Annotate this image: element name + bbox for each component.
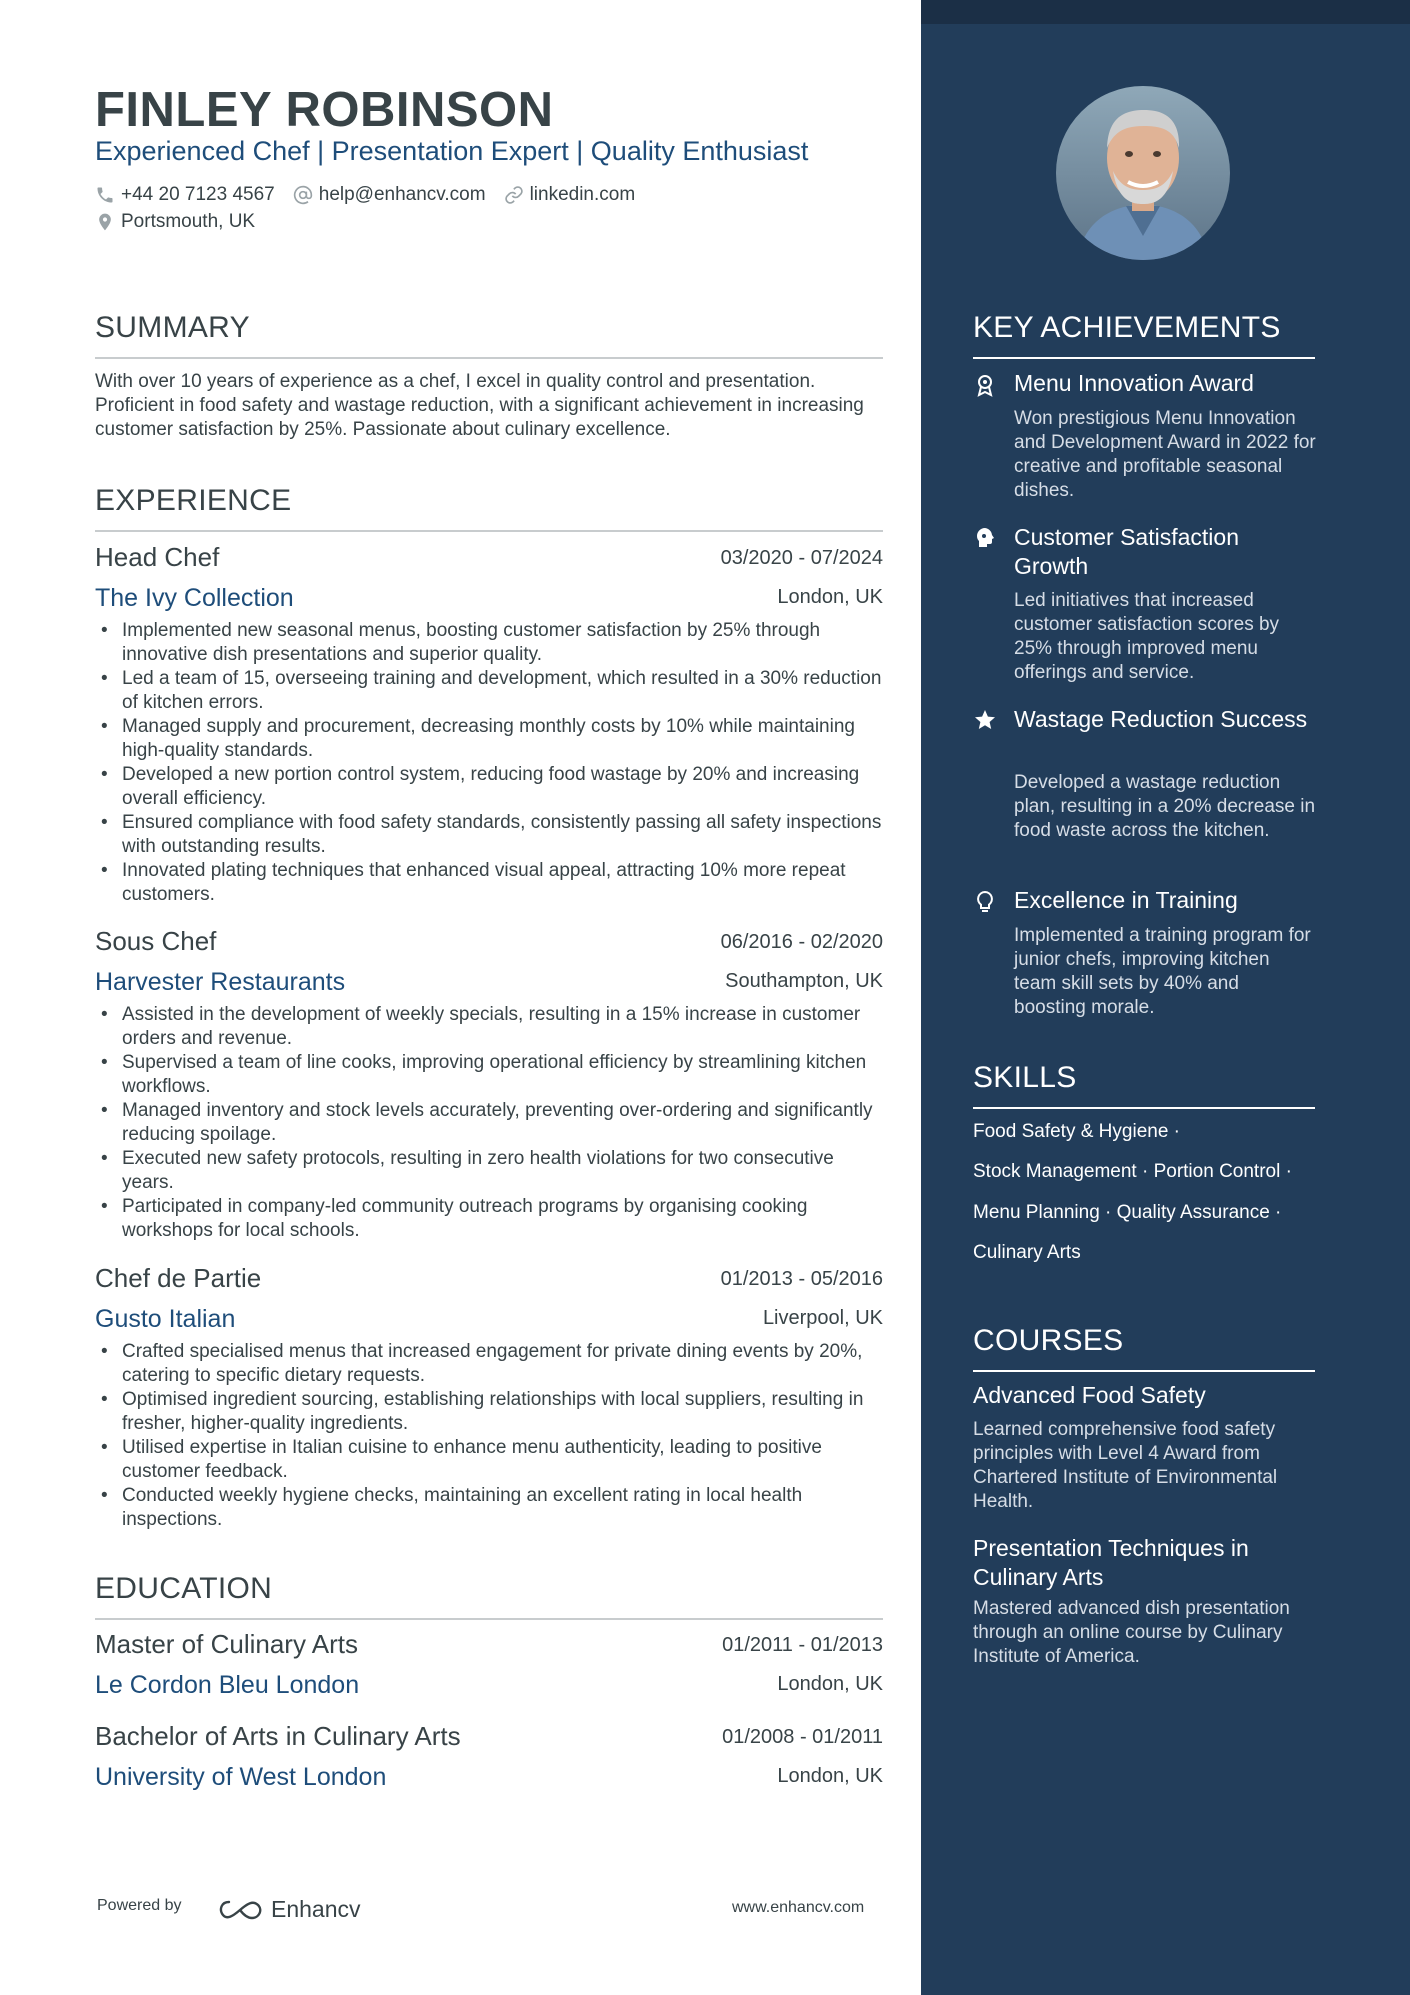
experience-divider — [95, 530, 883, 532]
job-company: Harvester Restaurants — [95, 968, 346, 996]
course-desc: Mastered advanced dish presentation through an online course by Culinary Institute of America. — [973, 1598, 1290, 1667]
achievement-title: Excellence in Training — [1014, 887, 1238, 913]
profile-photo — [1056, 86, 1230, 260]
linkedin-contact[interactable] — [504, 184, 636, 206]
summary-heading: SUMMARY — [95, 311, 250, 344]
phone-contact[interactable] — [95, 184, 275, 206]
course-title: Presentation Techniques in Culinary Arts — [973, 1535, 1249, 1590]
job-location: Liverpool, UK — [762, 1307, 883, 1329]
course-title: Advanced Food Safety — [973, 1382, 1206, 1408]
job-dates: 06/2016 - 02/2020 — [720, 931, 883, 953]
courses-divider — [973, 1370, 1315, 1372]
summary-text: With over 10 years of experience as a chef, I excel in quality control and presentation. Proficient in food safety and wastage reduction, with a significant achievement in increasing customer satisfaction by 25%. Passionate about culinary excellence. — [95, 371, 864, 440]
skill-line: Menu Planning · Quality Assurance · — [973, 1202, 1282, 1223]
skills-divider — [973, 1107, 1315, 1109]
location-pin-icon — [95, 212, 115, 232]
achievement-title: Wastage Reduction Success — [1014, 706, 1308, 732]
skills-heading: SKILLS — [973, 1061, 1077, 1094]
candidate-tagline: Experienced Chef | Presentation Expert | Quality Enthusiast — [95, 136, 809, 166]
list-item: • Managed inventory and stock levels accurately, preventing over-ordering and significantly reducing spoilage. — [122, 1099, 883, 1147]
list-item: • Conducted weekly hygiene checks, maintaining an excellent rating in local health inspections. — [122, 1484, 883, 1532]
sidebar-top-band — [921, 0, 1410, 24]
school-location: London, UK — [777, 1673, 883, 1695]
award-icon — [973, 373, 997, 397]
skill-line: Food Safety & Hygiene · — [973, 1121, 1180, 1142]
list-item: • Innovated plating techniques that enhanced visual appeal, attracting 10% more repeat customers. — [122, 859, 883, 907]
linkedin-text: linkedin.com — [529, 184, 636, 205]
school-name: Le Cordon Bleu London — [95, 1671, 360, 1699]
lightbulb-icon — [973, 890, 997, 914]
list-item: • Implemented new seasonal menus, boosting customer satisfaction by 25% through innovative dish presentations and superior quality. — [122, 619, 883, 667]
degree-dates: 01/2011 - 01/2013 — [722, 1634, 883, 1656]
job-dates: 03/2020 - 07/2024 — [720, 547, 883, 569]
list-item: • Ensured compliance with food safety standards, consistently passing all safety inspections with outstanding results. — [122, 811, 883, 859]
list-item: • Assisted in the development of weekly specials, resulting in a 15% increase in customer orders and revenue. — [122, 1003, 883, 1051]
location-contact — [95, 211, 255, 233]
job-dates: 01/2013 - 05/2016 — [720, 1268, 883, 1290]
contact-row-2 — [95, 211, 273, 233]
list-item: • Developed a new portion control system, reducing food wastage by 20% and increasing overall efficiency. — [122, 763, 883, 811]
job-company: The Ivy Collection — [95, 584, 294, 612]
job-location: Southampton, UK — [725, 970, 883, 992]
list-item: • Executed new safety protocols, resulting in zero health violations for two consecutive years. — [122, 1147, 883, 1195]
school-location: London, UK — [777, 1765, 883, 1787]
contact-row-1 — [95, 184, 653, 206]
job-title: Chef de Partie — [95, 1263, 262, 1293]
enhancv-logo[interactable] — [217, 1896, 361, 1923]
footer-url[interactable]: www.enhancv.com — [732, 1899, 865, 1916]
location-text: Portsmouth, UK — [121, 211, 256, 232]
experience-heading: EXPERIENCE — [95, 484, 292, 517]
list-item: • Utilised expertise in Italian cuisine to enhance menu authenticity, leading to positive customer feedback. — [122, 1436, 883, 1484]
enhancv-brand: Enhancv — [271, 1896, 361, 1922]
degree-dates: 01/2008 - 01/2011 — [722, 1726, 883, 1748]
head-icon — [973, 526, 997, 550]
job-company: Gusto Italian — [95, 1305, 236, 1333]
school-name: University of West London — [95, 1763, 387, 1791]
achievement-title: Customer Satisfaction Growth — [1014, 524, 1239, 579]
star-icon — [973, 708, 997, 732]
phone-icon — [95, 185, 115, 205]
email-text: help@enhancv.com — [318, 184, 486, 205]
degree-title: Bachelor of Arts in Culinary Arts — [95, 1721, 461, 1751]
degree-title: Master of Culinary Arts — [95, 1629, 358, 1659]
list-item: • Managed supply and procurement, decreasing monthly costs by 10% while maintaining high-quality standards. — [122, 715, 883, 763]
list-item: • Optimised ingredient sourcing, establishing relationships with local suppliers, resulting in fresher, higher-quality ingredients. — [122, 1388, 883, 1436]
list-item: • Supervised a team of line cooks, improving operational efficiency by streamlining kitchen workflows. — [122, 1051, 883, 1099]
list-item: • Participated in company-led community outreach programs by organising cooking workshops for local schools. — [122, 1195, 883, 1243]
achievement-desc: Developed a wastage reduction plan, resulting in a 20% decrease in food waste across the kitchen. — [1014, 772, 1316, 841]
phone-text: +44 20 7123 4567 — [121, 184, 275, 205]
job-bullets — [95, 619, 883, 907]
skill-line: Stock Management · Portion Control · — [973, 1161, 1292, 1182]
job-title: Sous Chef — [95, 926, 217, 956]
course-desc: Learned comprehensive food safety principles with Level 4 Award from Chartered Institute of Environmental Health. — [973, 1419, 1278, 1512]
list-item: • Crafted specialised menus that increased engagement for private dining events by 20%, catering to specific dietary requests. — [122, 1340, 883, 1388]
candidate-name: FINLEY ROBINSON — [95, 83, 554, 137]
achievement-desc: Won prestigious Menu Innovation and Development Award in 2022 for creative and profitable seasonal dishes. — [1014, 408, 1316, 501]
at-icon — [293, 185, 313, 205]
courses-heading: COURSES — [973, 1324, 1124, 1357]
job-location: London, UK — [777, 586, 883, 608]
achievements-heading: KEY ACHIEVEMENTS — [973, 311, 1281, 344]
achievements-divider — [973, 357, 1315, 359]
enhancv-logo-icon — [217, 1898, 263, 1922]
email-contact[interactable] — [293, 184, 486, 206]
achievement-desc: Implemented a training program for junior chefs, improving kitchen team skill sets by 40% and boosting morale. — [1014, 925, 1311, 1018]
achievement-title: Menu Innovation Award — [1014, 370, 1254, 396]
achievement-desc: Led initiatives that increased customer satisfaction scores by 25% through improved menu offerings and service. — [1014, 590, 1280, 683]
powered-by-label: Powered by — [97, 1897, 182, 1914]
education-divider — [95, 1618, 883, 1620]
summary-divider — [95, 357, 883, 359]
job-bullets — [95, 1003, 883, 1243]
job-bullets — [95, 1340, 883, 1532]
link-icon — [504, 185, 524, 205]
job-title: Head Chef — [95, 542, 220, 572]
list-item: • Led a team of 15, overseeing training and development, which resulted in a 30% reduction of kitchen errors. — [122, 667, 883, 715]
education-heading: EDUCATION — [95, 1572, 273, 1605]
skill-line: Culinary Arts — [973, 1242, 1081, 1263]
